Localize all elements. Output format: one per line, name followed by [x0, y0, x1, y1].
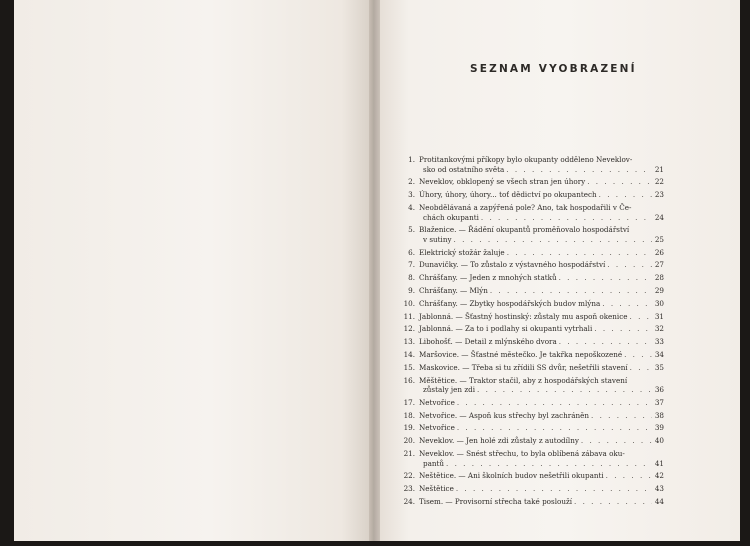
entry-number: 14.	[403, 349, 415, 359]
entry-caption: Tisem. — Provisorní střecha také poslouží	[419, 496, 573, 506]
list-item	[399, 364, 664, 374]
page-number: 23	[654, 190, 664, 200]
entry-number: 20.	[403, 436, 415, 446]
dot-leader	[606, 472, 652, 479]
entry-line	[399, 498, 664, 508]
entry-caption: Jablonná. — Za to i podlahy si okupanti vytrhali	[419, 324, 593, 334]
entry-number: 16.	[403, 375, 415, 385]
list-item	[399, 498, 664, 508]
page-title: SEZNAM VYOBRAZENÍ	[470, 63, 637, 75]
entry-number: 19.	[403, 423, 415, 433]
list-item	[399, 412, 664, 422]
left-page	[14, 0, 370, 541]
dot-leader	[599, 191, 652, 198]
list-item	[399, 191, 664, 201]
list-item	[399, 300, 664, 310]
entry-caption: Neštětice	[419, 484, 454, 494]
entry-line	[399, 274, 664, 284]
entry-number: 21.	[403, 449, 415, 458]
entry-line	[399, 386, 664, 396]
entry-number: 7.	[408, 260, 415, 270]
entry-caption: Neveklov, obklopený se všech stran jen úhory	[419, 177, 586, 187]
dot-leader	[630, 313, 652, 320]
entry-number: 11.	[403, 311, 415, 321]
entry-line	[399, 214, 664, 224]
list-item	[399, 156, 664, 175]
entry-caption: Protitankovými příkopy bylo okupanty odděleno Neveklov-	[419, 155, 633, 164]
dot-leader	[481, 214, 652, 221]
page-number: 29	[654, 286, 664, 296]
entry-number: 18.	[403, 410, 415, 420]
entry-line	[399, 249, 664, 259]
page-number: 36	[654, 385, 664, 395]
entry-number: 9.	[408, 286, 415, 296]
entry-caption: Dunavičky. — To zůstalo z výstavného hospodářství	[419, 260, 606, 270]
list-item	[399, 313, 664, 323]
entry-line	[399, 460, 664, 470]
entry-line	[399, 351, 664, 361]
entry-caption: Měštětice. — Traktor stačil, aby z hospodářských stavení	[419, 375, 628, 385]
entry-number: 2.	[408, 177, 415, 187]
page-number: 42	[654, 471, 664, 481]
entry-number: 12.	[403, 324, 415, 334]
list-item	[399, 226, 664, 245]
entry-number: 23.	[403, 484, 415, 494]
page-number: 22	[654, 177, 664, 187]
dot-leader	[559, 338, 652, 345]
dot-leader	[587, 178, 652, 185]
dot-leader	[477, 386, 652, 393]
dot-leader	[457, 424, 652, 431]
entry-number: 1.	[408, 155, 415, 164]
page-number: 41	[654, 458, 664, 468]
page-number: 38	[654, 410, 664, 420]
entry-line	[399, 424, 664, 434]
dot-leader	[456, 485, 652, 492]
page-number: 24	[654, 212, 664, 222]
page-number: 34	[654, 349, 664, 359]
entry-caption: Maskovice. — Třeba si tu zřídili SS dvůr, nešetřili stavení	[419, 362, 628, 372]
entry-caption: Maršovice. — Šťastné městečko. Je takřka nepoškozené	[419, 349, 623, 359]
list-item	[399, 204, 664, 223]
dot-leader	[457, 399, 652, 406]
entry-line	[399, 313, 664, 323]
dot-leader	[607, 261, 652, 268]
entry-caption: Jablonná. — Šťastný hostinský: zůstaly mu aspoň okenice	[419, 311, 628, 321]
dot-leader	[581, 437, 652, 444]
entry-line	[399, 472, 664, 482]
list-item	[399, 377, 664, 396]
entry-caption: v sutiny	[423, 234, 452, 244]
list-item	[399, 424, 664, 434]
entry-line	[399, 399, 664, 409]
entry-caption: Neveklov. — Snést střechu, to byla oblíbená zábava oku-	[419, 449, 625, 458]
entry-line	[399, 300, 664, 310]
entry-line	[399, 166, 664, 176]
entry-caption: Neštětice. — Ani školních budov nešetřili okupanti	[419, 471, 604, 481]
dot-leader	[594, 325, 652, 332]
list-item	[399, 178, 664, 188]
entry-caption: Neveklov. — Jen holé zdi zůstaly z autodílny	[419, 436, 579, 446]
entry-line	[399, 485, 664, 495]
entry-caption: chách okupanti	[423, 212, 479, 222]
entry-number: 10.	[403, 298, 415, 308]
dot-leader	[490, 287, 652, 294]
page-number: 31	[654, 311, 664, 321]
entry-line	[399, 191, 664, 201]
list-item	[399, 274, 664, 284]
entry-line	[399, 338, 664, 348]
dot-leader	[454, 236, 652, 243]
entry-caption: Blaženice. — Řádění okupantů proměňovalo hospodářství	[419, 225, 630, 235]
page-number: 21	[654, 164, 664, 174]
dot-leader	[591, 412, 652, 419]
dot-leader	[559, 274, 652, 281]
entry-number: 22.	[403, 471, 415, 481]
page-number: 43	[654, 484, 664, 494]
page-number: 25	[654, 234, 664, 244]
page-number: 32	[654, 324, 664, 334]
entry-caption: Chrášťany. — Jeden z mnohých statků	[419, 273, 557, 283]
entry-number: 17.	[403, 397, 415, 407]
entry-line	[399, 437, 664, 447]
page-number: 27	[654, 260, 664, 270]
entry-line	[399, 412, 664, 422]
page-number: 37	[654, 397, 664, 407]
dot-leader	[506, 166, 652, 173]
list-item	[399, 287, 664, 297]
entry-caption: pantů	[423, 458, 445, 468]
list-of-illustrations	[399, 156, 664, 511]
entry-caption: zůstaly jen zdi	[423, 385, 476, 395]
entry-number: 6.	[408, 247, 415, 257]
entry-caption: sko od ostatního světa	[423, 164, 505, 174]
entry-number: 24.	[403, 496, 415, 506]
entry-line	[399, 178, 664, 188]
entry-line	[399, 261, 664, 271]
list-item	[399, 472, 664, 482]
entry-number: 3.	[408, 190, 415, 200]
page-number: 35	[654, 362, 664, 372]
list-item	[399, 485, 664, 495]
list-item	[399, 261, 664, 271]
entry-caption: Neobdělávaná a zapýřená pole? Ano, tak hospodařili v Če-	[419, 202, 632, 212]
list-item	[399, 325, 664, 335]
entry-caption: Netvořice	[419, 397, 455, 407]
dot-leader	[446, 460, 652, 467]
page-number: 39	[654, 423, 664, 433]
list-item	[399, 338, 664, 348]
entry-caption: Úhory, úhory, úhory... toť dědictví po okupantech	[419, 190, 597, 200]
list-item	[399, 249, 664, 259]
list-item	[399, 399, 664, 409]
entry-line	[399, 364, 664, 374]
page-number: 40	[654, 436, 664, 446]
entry-caption: Libohošť. — Detail z mlýnského dvora	[419, 337, 557, 347]
dot-leader	[574, 498, 652, 505]
entry-number: 8.	[408, 273, 415, 283]
dot-leader	[507, 249, 652, 256]
entry-caption: Chrášťany. — Mlýn	[419, 286, 488, 296]
list-item	[399, 450, 664, 469]
page-number: 33	[654, 337, 664, 347]
entry-caption: Elektrický stožár žaluje	[419, 247, 505, 257]
page-number: 30	[654, 298, 664, 308]
entry-line	[399, 236, 664, 246]
entry-line	[399, 325, 664, 335]
page-number: 28	[654, 273, 664, 283]
entry-number: 13.	[403, 337, 415, 347]
entry-number: 5.	[408, 225, 415, 235]
dot-leader	[624, 351, 652, 358]
list-item	[399, 351, 664, 361]
page-number: 26	[654, 247, 664, 257]
entry-number: 15.	[403, 362, 415, 372]
entry-caption: Chrášťany. — Zbytky hospodářských budov mlýna	[419, 298, 601, 308]
entry-number: 4.	[408, 202, 415, 212]
dot-leader	[602, 300, 652, 307]
entry-line	[399, 287, 664, 297]
entry-caption: Netvořice. — Aspoň kus střechy byl zachráněn	[419, 410, 590, 420]
page-number: 44	[654, 496, 664, 506]
entry-caption: Netvořice	[419, 423, 455, 433]
list-item	[399, 437, 664, 447]
dot-leader	[630, 364, 652, 371]
